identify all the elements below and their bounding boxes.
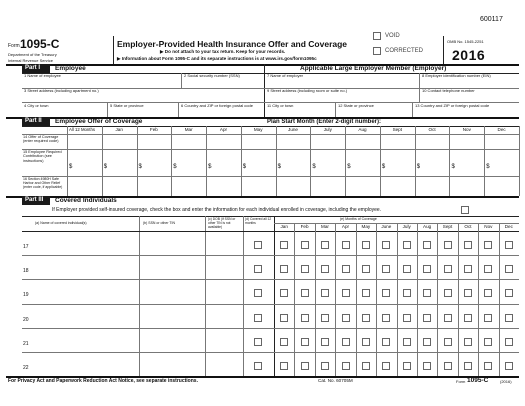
covered-ssn-field[interactable] — [141, 330, 203, 350]
row15-label: 15 Employee Required Contribution (see instructions) — [23, 150, 62, 163]
month-coverage-checkbox[interactable] — [505, 289, 513, 297]
part3-month-oct: Oct — [464, 224, 472, 229]
part3-label: Part III — [22, 196, 50, 205]
contribution-cell[interactable] — [381, 151, 414, 175]
offer-code-cell[interactable] — [381, 136, 414, 148]
part2-month-aug: Aug — [358, 127, 367, 132]
offer-code-cell[interactable] — [311, 136, 344, 148]
contribution-cell[interactable] — [485, 151, 518, 175]
month-coverage-checkbox[interactable] — [342, 265, 350, 273]
month-coverage-checkbox[interactable] — [342, 338, 350, 346]
month-coverage-checkbox[interactable] — [342, 362, 350, 370]
month-coverage-checkbox[interactable] — [423, 265, 431, 273]
col-a-header: (a) Name of covered individual(s) — [35, 221, 87, 225]
month-coverage-checkbox[interactable] — [280, 289, 288, 297]
part3-month-may: May — [361, 224, 371, 229]
contribution-cell[interactable] — [138, 151, 171, 175]
all-12-months-checkbox[interactable] — [254, 362, 262, 370]
row-number: 19 — [23, 292, 29, 299]
covered-name-field[interactable] — [35, 257, 137, 277]
covered-name-field[interactable] — [35, 281, 137, 301]
part2-month-dec: Dec — [497, 127, 506, 132]
covered-dob-field[interactable] — [207, 306, 241, 326]
privacy-notice: For Privacy Act and Paperwork Reduction Act Notice, see separate instructions. — [8, 378, 198, 384]
dollar-sign: $ — [312, 164, 316, 170]
corrected-label: CORRECTED — [385, 48, 424, 54]
part2-all-months-header: All 12 Months — [69, 127, 96, 132]
month-coverage-checkbox[interactable] — [382, 241, 390, 249]
part2-month-june: June — [288, 127, 298, 132]
month-coverage-checkbox[interactable] — [423, 338, 431, 346]
month-coverage-checkbox[interactable] — [362, 265, 370, 273]
safe-harbor-cell[interactable] — [172, 178, 205, 195]
void-label: VOID — [385, 33, 400, 39]
field-employee-country[interactable]: 6 Country and ZIP or foreign postal code — [181, 103, 253, 108]
dollar-sign: $ — [138, 164, 142, 170]
month-coverage-checkbox[interactable] — [505, 338, 513, 346]
footer-form-label: Form — [456, 379, 466, 384]
covered-ssn-field[interactable] — [141, 233, 203, 253]
dollar-sign: $ — [451, 164, 455, 170]
part3-month-july: July — [402, 224, 411, 229]
month-coverage-checkbox[interactable] — [403, 362, 411, 370]
month-coverage-checkbox[interactable] — [464, 241, 472, 249]
corrected-checkbox[interactable] — [373, 47, 381, 55]
field-employer-country[interactable]: 13 Country and ZIP or foreign postal code — [415, 103, 490, 108]
all-12-months-checkbox[interactable] — [254, 314, 262, 322]
month-coverage-checkbox[interactable] — [403, 314, 411, 322]
offer-code-cell[interactable] — [277, 136, 310, 148]
safe-harbor-cell[interactable] — [451, 178, 484, 195]
row14-label: 14 Offer of Coverage (enter required code) — [23, 135, 59, 144]
dollar-sign: $ — [277, 164, 281, 170]
row16-label: 16 Section 4980H Safe Harbor and Other Relief (enter code, if applicable) — [23, 177, 63, 190]
month-coverage-checkbox[interactable] — [505, 265, 513, 273]
col-e-header: (e) Months of Coverage — [340, 217, 377, 221]
dollar-sign: $ — [103, 164, 108, 170]
part3-month-apr: Apr — [341, 224, 350, 229]
part2-label: Part II — [22, 117, 50, 126]
safe-harbor-cell[interactable] — [207, 178, 240, 195]
safe-harbor-cell[interactable] — [68, 178, 101, 195]
catalog-number: Cat. No. 60705M — [318, 378, 353, 383]
part3-month-nov: Nov — [484, 224, 493, 229]
month-coverage-checkbox[interactable] — [301, 362, 309, 370]
subtitle-1: ▶ Do not attach to your tax return. Keep for your records. — [160, 49, 286, 54]
month-coverage-checkbox[interactable] — [362, 314, 370, 322]
month-coverage-checkbox[interactable] — [301, 289, 309, 297]
safe-harbor-cell[interactable] — [242, 178, 275, 195]
contribution-cell[interactable] — [68, 151, 101, 175]
month-coverage-checkbox[interactable] — [505, 314, 513, 322]
month-coverage-checkbox[interactable] — [382, 289, 390, 297]
month-coverage-checkbox[interactable] — [464, 338, 472, 346]
month-coverage-checkbox[interactable] — [423, 314, 431, 322]
month-coverage-checkbox[interactable] — [484, 289, 492, 297]
dollar-sign: $ — [381, 164, 386, 170]
part2-month-apr: Apr — [219, 127, 228, 132]
row-number: 22 — [23, 365, 29, 371]
offer-code-cell[interactable] — [207, 136, 240, 148]
row-number: 20 — [23, 316, 29, 323]
field-employer-phone[interactable]: 10 Contact telephone number — [422, 88, 475, 93]
omb-number: OMB No. 1545-2251 — [447, 39, 484, 44]
month-coverage-checkbox[interactable] — [382, 314, 390, 322]
part2-month-july: July — [323, 127, 332, 132]
part3-month-dec: Dec — [504, 224, 513, 229]
month-coverage-checkbox[interactable] — [423, 362, 431, 370]
self-insured-checkbox[interactable] — [461, 206, 469, 214]
employer-section-title: Applicable Large Employer Member (Employer) — [300, 65, 447, 72]
month-coverage-checkbox[interactable] — [280, 314, 288, 322]
all-12-months-checkbox[interactable] — [254, 289, 262, 297]
covered-dob-field[interactable] — [207, 257, 241, 277]
covered-dob-field[interactable] — [207, 233, 241, 253]
dollar-sign: $ — [242, 164, 247, 170]
part3-month-mar: Mar — [321, 224, 329, 229]
part1-label: Part I — [22, 64, 50, 73]
offer-code-cell[interactable] — [485, 136, 518, 148]
contribution-cell[interactable] — [103, 151, 136, 175]
month-coverage-checkbox[interactable] — [464, 265, 472, 273]
month-coverage-checkbox[interactable] — [464, 362, 472, 370]
month-coverage-checkbox[interactable] — [484, 362, 492, 370]
month-coverage-checkbox[interactable] — [403, 289, 411, 297]
safe-harbor-cell[interactable] — [381, 178, 414, 195]
month-coverage-checkbox[interactable] — [382, 362, 390, 370]
offer-code-cell[interactable] — [451, 136, 484, 148]
covered-dob-field[interactable] — [207, 354, 241, 374]
safe-harbor-cell[interactable] — [277, 178, 310, 195]
dollar-sign: $ — [69, 164, 73, 170]
month-coverage-checkbox[interactable] — [321, 314, 329, 322]
field-employer-state[interactable]: 12 State or province — [338, 103, 374, 108]
contribution-cell[interactable] — [451, 151, 484, 175]
form-title: Employer-Provided Health Insurance Offer and Coverage — [117, 39, 348, 49]
month-coverage-checkbox[interactable] — [403, 338, 411, 346]
month-coverage-checkbox[interactable] — [362, 362, 370, 370]
month-coverage-checkbox[interactable] — [464, 289, 472, 297]
row-number: 21 — [23, 340, 29, 347]
month-coverage-checkbox[interactable] — [342, 289, 350, 297]
contribution-cell[interactable] — [207, 151, 240, 175]
part3-month-june: June — [381, 224, 392, 229]
dept-line2: Internal Revenue Service — [8, 58, 53, 63]
contribution-cell[interactable] — [311, 151, 344, 175]
dollar-sign: $ — [173, 164, 177, 170]
form-number: 1095-C — [20, 37, 60, 51]
part2-month-oct: Oct — [428, 127, 436, 132]
month-coverage-checkbox[interactable] — [321, 265, 329, 273]
month-coverage-checkbox[interactable] — [423, 289, 431, 297]
offer-code-cell[interactable] — [416, 136, 449, 148]
month-coverage-checkbox[interactable] — [321, 338, 329, 346]
month-coverage-checkbox[interactable] — [484, 314, 492, 322]
footer-form-year: (2016) — [500, 379, 512, 384]
month-coverage-checkbox[interactable] — [321, 289, 329, 297]
covered-name-field[interactable] — [35, 233, 137, 253]
month-coverage-checkbox[interactable] — [484, 338, 492, 346]
all-12-months-checkbox[interactable] — [254, 241, 262, 249]
part3-title: Covered Individuals — [55, 197, 117, 204]
field-employer-street[interactable]: 9 Street address (including room or suite no.) — [267, 88, 348, 93]
part2-month-may: May — [253, 127, 263, 132]
part2-title: Employee Offer of Coverage — [55, 118, 143, 125]
offer-code-cell[interactable] — [242, 136, 275, 148]
month-coverage-checkbox[interactable] — [403, 265, 411, 273]
row-number: 18 — [23, 268, 29, 275]
safe-harbor-cell[interactable] — [311, 178, 344, 195]
month-coverage-checkbox[interactable] — [382, 338, 390, 346]
month-coverage-checkbox[interactable] — [301, 265, 309, 273]
month-coverage-checkbox[interactable] — [321, 241, 329, 249]
offer-code-cell[interactable] — [103, 136, 136, 148]
field-employee-state[interactable]: 5 State or province — [110, 103, 144, 108]
month-coverage-checkbox[interactable] — [280, 241, 288, 249]
field-employee-city[interactable]: 4 City or town — [24, 103, 49, 108]
field-employee-street[interactable]: 3 Street address (including apartment no.) — [24, 88, 99, 93]
dollar-sign: $ — [486, 164, 490, 170]
covered-ssn-field[interactable] — [141, 306, 203, 326]
month-coverage-checkbox[interactable] — [444, 265, 452, 273]
offer-code-cell[interactable] — [138, 136, 171, 148]
contribution-cell[interactable] — [277, 151, 310, 175]
month-coverage-checkbox[interactable] — [301, 241, 309, 249]
contribution-cell[interactable] — [416, 151, 449, 175]
void-checkbox[interactable] — [373, 32, 381, 40]
form-code: 600117 — [480, 16, 503, 23]
offer-code-cell[interactable] — [172, 136, 205, 148]
month-coverage-checkbox[interactable] — [362, 289, 370, 297]
form-label: Form — [8, 43, 20, 49]
dept-line1: Department of the Treasury — [8, 52, 57, 57]
month-coverage-checkbox[interactable] — [505, 241, 513, 249]
safe-harbor-cell[interactable] — [485, 178, 518, 195]
covered-dob-field[interactable] — [207, 330, 241, 350]
month-coverage-checkbox[interactable] — [423, 241, 431, 249]
contribution-cell[interactable] — [346, 151, 379, 175]
covered-dob-field[interactable] — [207, 281, 241, 301]
col-c-header: (c) DOB (If SSN or other TIN is not available) — [208, 217, 236, 229]
month-coverage-checkbox[interactable] — [362, 338, 370, 346]
month-coverage-checkbox[interactable] — [403, 241, 411, 249]
part2-month-sept: Sept — [392, 127, 403, 132]
month-coverage-checkbox[interactable] — [362, 241, 370, 249]
self-insured-text: If Employer provided self-insured coverage, check the box and enter the information for each individual enrolled in coverage, including the employee. — [52, 207, 382, 213]
month-coverage-checkbox[interactable] — [464, 314, 472, 322]
field-employer-city[interactable]: 11 City or town — [267, 103, 294, 108]
all-12-months-checkbox[interactable] — [254, 265, 262, 273]
month-coverage-checkbox[interactable] — [301, 314, 309, 322]
col-b-header: (b) SSN or other TIN — [143, 221, 176, 225]
part2-month-mar: Mar — [184, 127, 193, 132]
covered-name-field[interactable] — [35, 306, 137, 326]
part3-month-sept: Sept — [442, 224, 453, 229]
month-coverage-checkbox[interactable] — [280, 265, 288, 273]
row-number: 17 — [23, 244, 29, 250]
part1-title: Employee — [55, 65, 86, 72]
part3-month-jan: Jan — [280, 224, 288, 229]
field-employee-name[interactable]: 1 Name of employee — [24, 73, 61, 78]
month-coverage-checkbox[interactable] — [505, 362, 513, 370]
month-coverage-checkbox[interactable] — [342, 314, 350, 322]
subtitle-2: ▶ Information about Form 1095-C and its separate instructions is at www.irs.gov/form1095c — [117, 56, 317, 61]
offer-code-cell[interactable] — [346, 136, 379, 148]
dollar-sign: $ — [208, 164, 212, 170]
plan-start-month[interactable]: Plan Start Month (Enter 2-digit number): — [267, 119, 381, 125]
field-employer-ein[interactable]: 8 Employer identification number (EIN) — [422, 73, 491, 78]
month-coverage-checkbox[interactable] — [321, 362, 329, 370]
month-coverage-checkbox[interactable] — [484, 241, 492, 249]
dollar-sign: $ — [416, 164, 421, 170]
safe-harbor-cell[interactable] — [346, 178, 379, 195]
month-coverage-checkbox[interactable] — [444, 362, 452, 370]
offer-code-cell[interactable] — [68, 136, 101, 148]
covered-name-field[interactable] — [35, 354, 137, 374]
footer-form-number: 1095-C — [467, 377, 489, 384]
covered-ssn-field[interactable] — [141, 281, 203, 301]
tax-year: 2016 — [452, 47, 486, 63]
month-coverage-checkbox[interactable] — [484, 265, 492, 273]
safe-harbor-cell[interactable] — [138, 178, 171, 195]
col-d-header: (d) Covered all 12 months — [245, 217, 272, 225]
all-12-months-checkbox[interactable] — [254, 338, 262, 346]
part3-month-aug: Aug — [423, 224, 432, 229]
month-coverage-checkbox[interactable] — [444, 338, 452, 346]
part2-month-nov: Nov — [462, 127, 471, 132]
covered-ssn-field[interactable] — [141, 354, 203, 374]
dollar-sign: $ — [347, 164, 351, 170]
contribution-cell[interactable] — [172, 151, 205, 175]
field-employee-ssn[interactable]: 2 Social security number (SSN) — [184, 73, 240, 78]
month-coverage-checkbox[interactable] — [342, 241, 350, 249]
month-coverage-checkbox[interactable] — [280, 362, 288, 370]
contribution-cell[interactable] — [242, 151, 275, 175]
field-employer-name[interactable]: 7 Name of employer — [267, 73, 304, 78]
covered-name-field[interactable] — [35, 330, 137, 350]
month-coverage-checkbox[interactable] — [382, 265, 390, 273]
month-coverage-checkbox[interactable] — [280, 338, 288, 346]
month-coverage-checkbox[interactable] — [444, 314, 452, 322]
covered-ssn-field[interactable] — [141, 257, 203, 277]
part2-month-jan: Jan — [115, 127, 123, 132]
safe-harbor-cell[interactable] — [103, 178, 136, 195]
part2-month-feb: Feb — [149, 127, 158, 132]
month-coverage-checkbox[interactable] — [301, 338, 309, 346]
safe-harbor-cell[interactable] — [416, 178, 449, 195]
part3-month-feb: Feb — [300, 224, 309, 229]
month-coverage-checkbox[interactable] — [444, 241, 452, 249]
month-coverage-checkbox[interactable] — [444, 289, 452, 297]
